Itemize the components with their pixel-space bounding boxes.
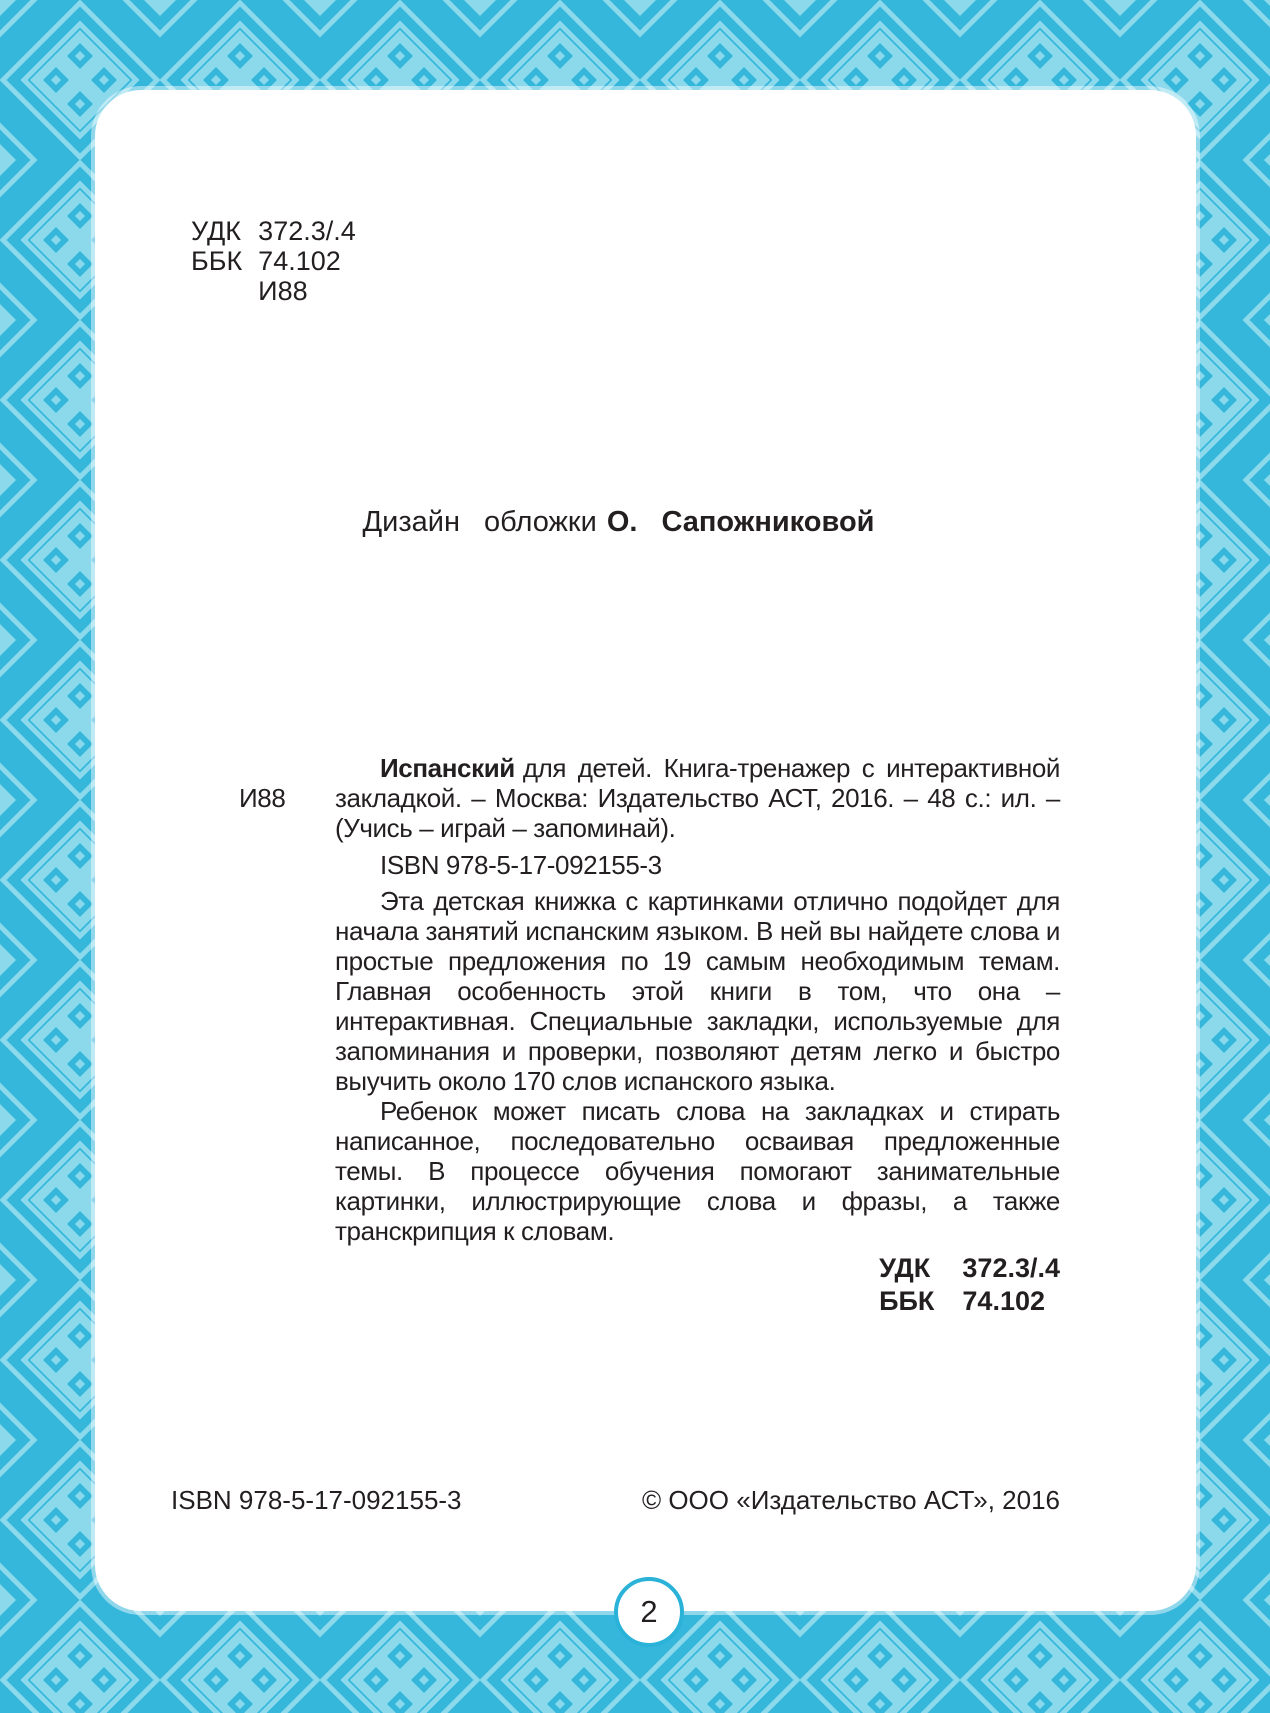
catalog-card-title: Испанский [380, 753, 515, 783]
classification-block-bottom [879, 1252, 1060, 1318]
bibliographic-block [239, 753, 1060, 1318]
isbn-card-line: ISBN 978-5-17-092155-3 [380, 850, 662, 880]
author-sign: И88 [258, 276, 308, 306]
classification-block-top [191, 216, 356, 306]
page-content [171, 90, 1060, 1611]
bbk-label: ББК [191, 246, 243, 276]
udc-value: 372.3/.4 [962, 1253, 1060, 1283]
bbk-value: 74.102 [258, 246, 341, 276]
design-credit-name: О. Сапожниковой [606, 506, 875, 538]
bbk-label: ББК [879, 1286, 935, 1316]
annotation-paragraph-2: Ребенок может писать слова на закладках и стирать написанное, последовательно осваивая предложенные темы. В процессе обучения помогают занимательные картинки, иллюстрирующие слова и фразы, а также транскрипция к словам. [335, 1096, 1060, 1246]
footer-isbn: ISBN 978-5-17-092155-3 [171, 1485, 462, 1515]
spacer [191, 276, 242, 306]
udc-label: УДК [191, 216, 241, 246]
catalog-card-description: для детей. Книга-тренажер с интерактивной закладкой. – Москва: Издательство АСТ, 2016. – 48 с.: ил. – (Учись – играй – запоминай). [335, 753, 1060, 843]
design-credit-prefix: Дизайн обложки [362, 506, 597, 538]
design-credit-line [177, 506, 1060, 539]
catalog-card [239, 753, 1060, 843]
footer-copyright: © ООО «Издательство АСТ», 2016 [641, 1485, 1060, 1515]
catalog-card-sign: И88 [239, 783, 286, 813]
annotation-paragraph-1: Эта детская книжка с картинками отлично подойдет для начала занятий испанским языком. В ней вы найдете слова и простые предложения по 19 самым необходимым темам. Главная особенность этой книги в том, что она – интерактивная. Специальные закладки, используемые для запоминания и проверки, позволяют детям легко и быстро выучить около 170 слов испанского языка. [335, 886, 1060, 1096]
bbk-value: 74.102 [962, 1286, 1045, 1316]
page-number: 2 [640, 1594, 658, 1629]
page-number-badge [614, 1577, 684, 1647]
book-page-panel [95, 90, 1196, 1611]
udc-label: УДК [879, 1253, 931, 1283]
udc-value: 372.3/.4 [258, 216, 356, 246]
